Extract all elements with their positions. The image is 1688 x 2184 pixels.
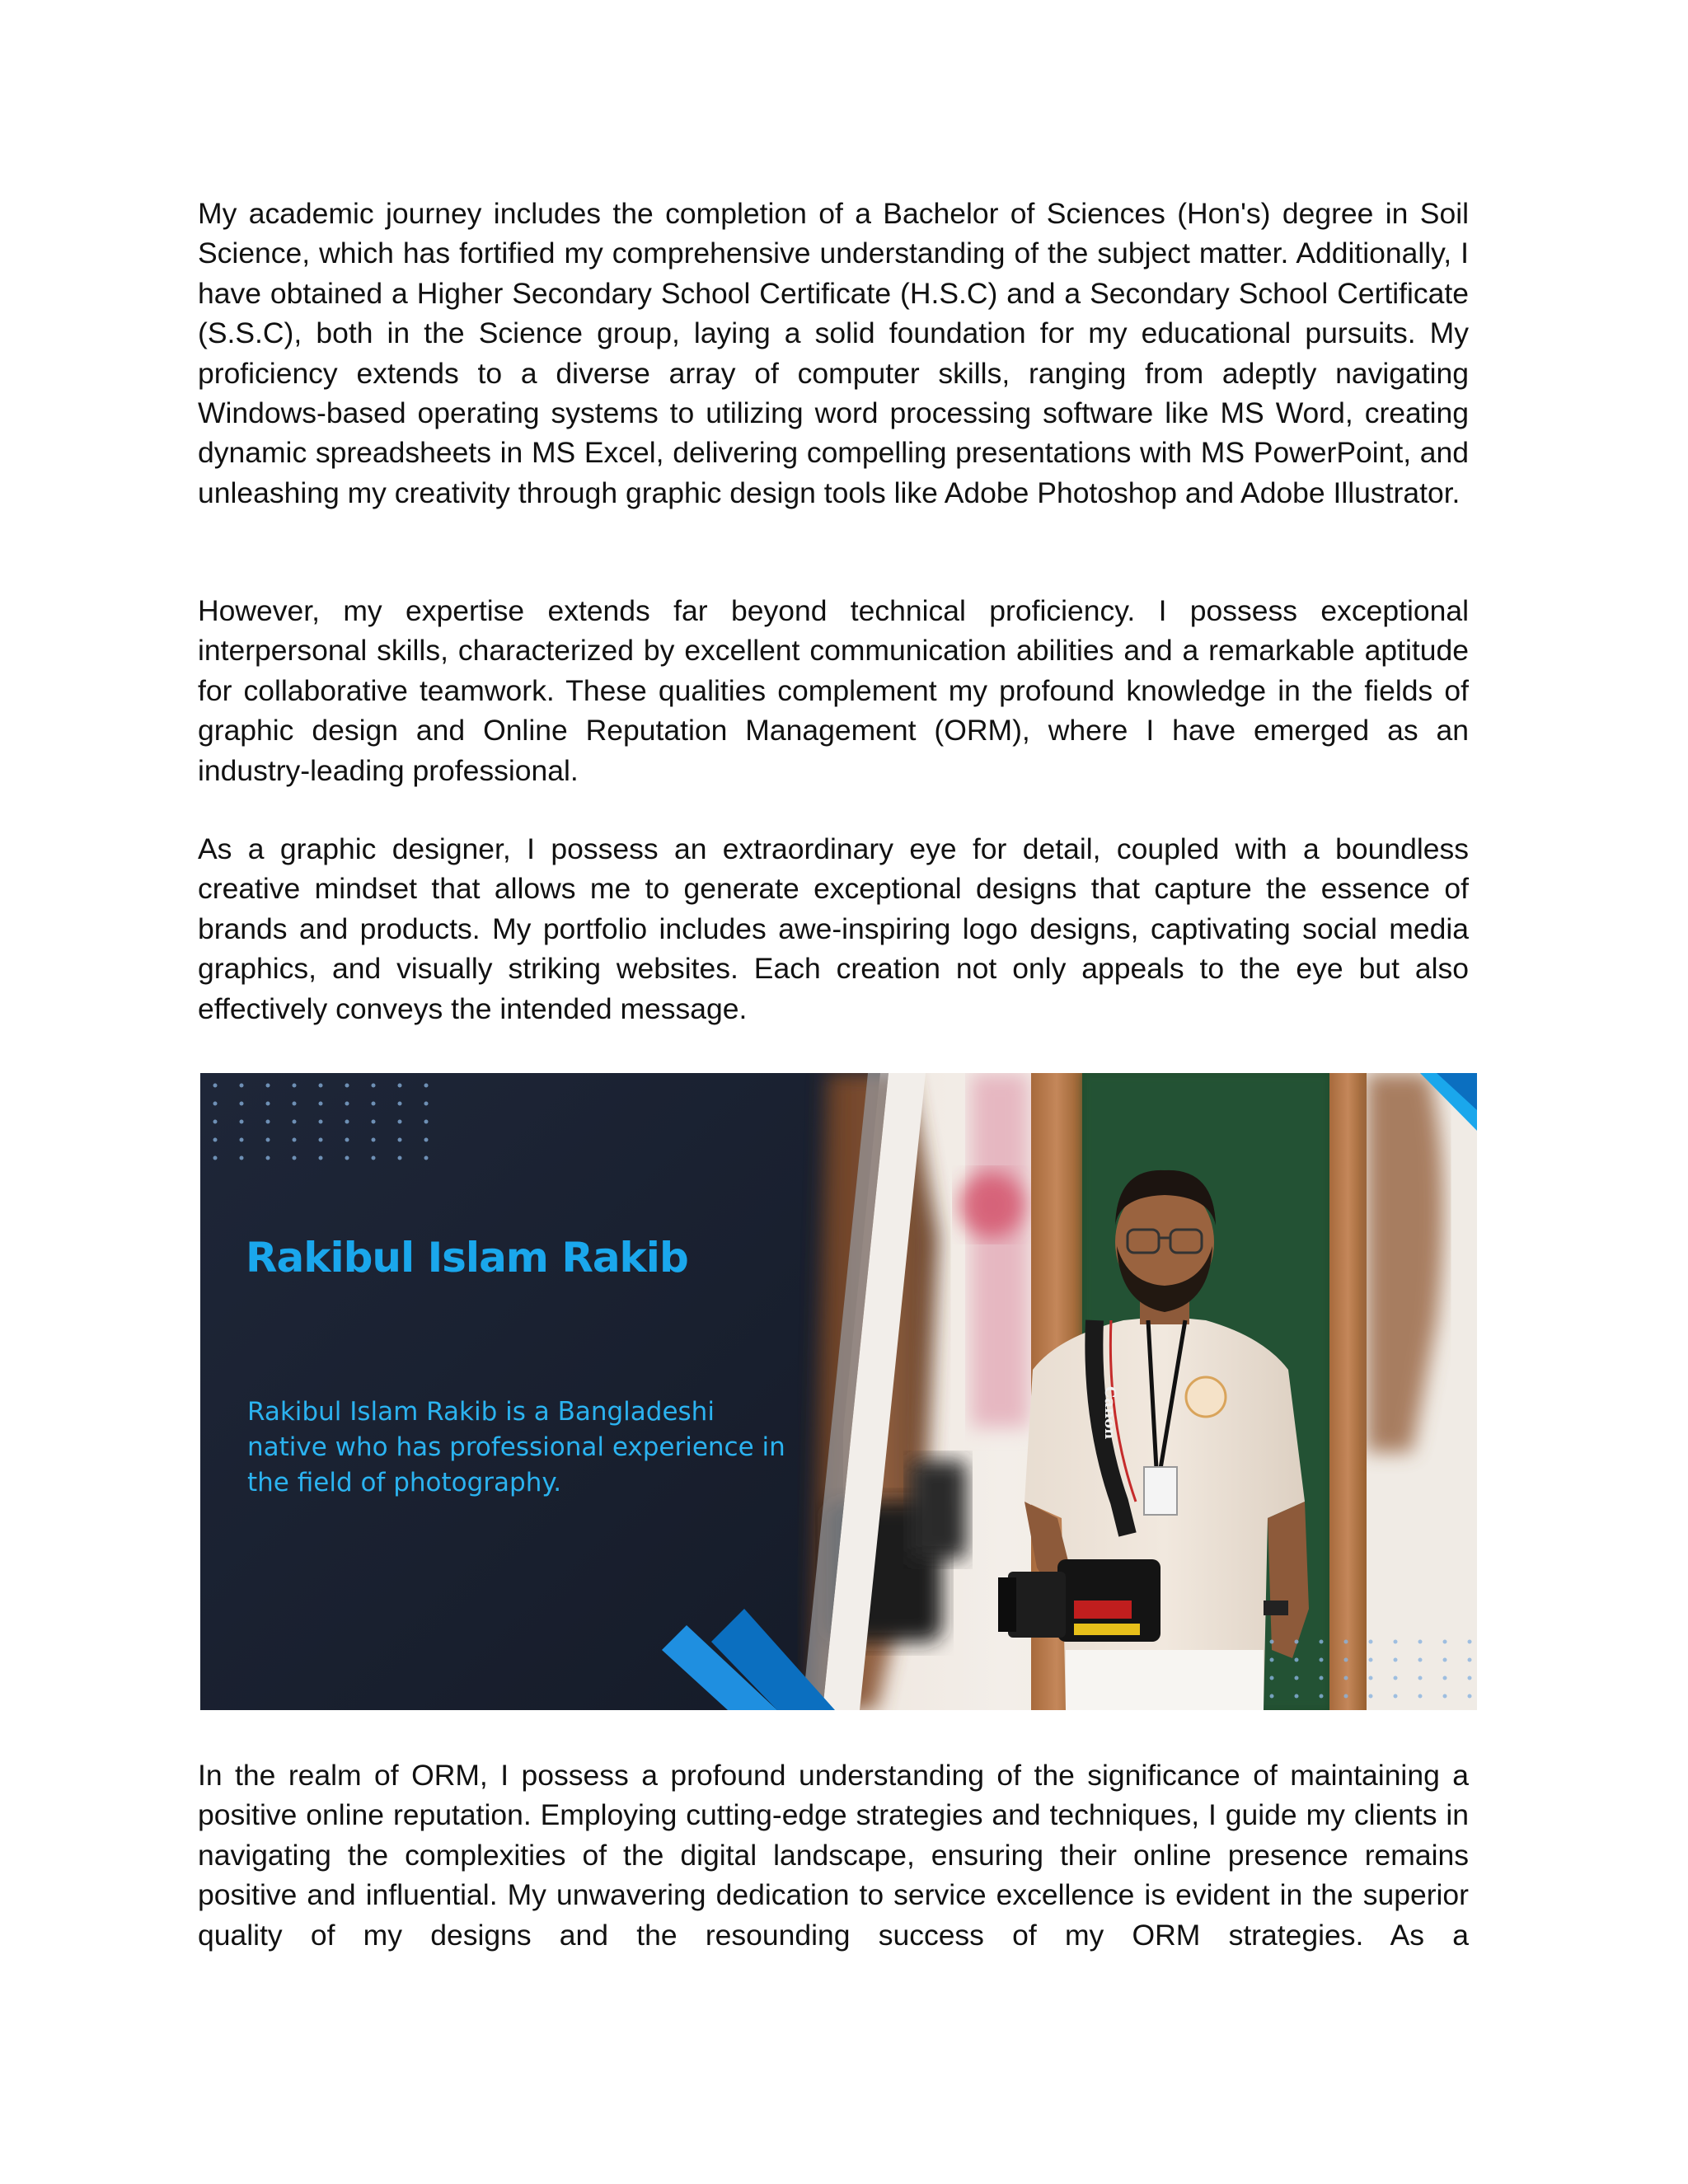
paragraph-orm: In the realm of ORM, I possess a profound understanding of the significance of maintaining a positive online reputation. Employing cutting-edge strategies and techniques, I guide my clients in navigating the complexities of the digital landscape, ensuring their online presence remains positive and influential. My unwavering dedication to service excellence is evident in the superior quality of my designs and the resounding success of my ORM strategies. As a bbox=[198, 1759, 1469, 1952]
paragraph-graphic-design: As a graphic designer, I possess an extraordinary eye for detail, coupled with a boundless creative mindset that allows me to generate exceptional designs that capture the essence of brands and products. My portfolio includes awe-inspiring logo designs, captivating social media graphics, and visually striking websites. Each creation not only appeals to the eye but also effectively conveys the intended message. bbox=[198, 832, 1469, 1025]
banner-name: Rakibul Islam Rakib bbox=[246, 1234, 688, 1282]
camera-strap-text: Canon bbox=[1101, 1386, 1118, 1440]
profile-banner-image bbox=[200, 1073, 1477, 1710]
paragraph-expertise: However, my expertise extends far beyond technical proficiency. I possess exceptional interpersonal skills, characterized by excellent communication abilities and a remarkable aptitude for collaborative teamwork. These qualities complement my profound knowledge in the fields of graphic design and Online Reputation Management (ORM), where I have emerged as an industry-leading professional. bbox=[198, 594, 1469, 787]
banner-description: Rakibul Islam Rakib is a Bangladeshi native who has professional experience in the field of photography. bbox=[247, 1397, 785, 1497]
paragraph-academic: My academic journey includes the completion of a Bachelor of Sciences (Hon's) degree in Soil Science, which has fortified my comprehensive understanding of the subject matter. Additionally, I have obtained a Higher Secondary School Certificate (H.S.C) and a Secondary School Certificate (S.S.C), both in the Science group, laying a solid foundation for my educational pursuits. My proficiency extends to a diverse array of computer skills, ranging from adeptly navigating Windows-based operating systems to utilizing word processing software like MS Word, creating dynamic spreadsheets in MS Excel, delivering compelling presentations with MS PowerPoint, and unleashing my creativity through graphic design tools like Adobe Photoshop and Adobe Illustrator. bbox=[198, 197, 1469, 509]
